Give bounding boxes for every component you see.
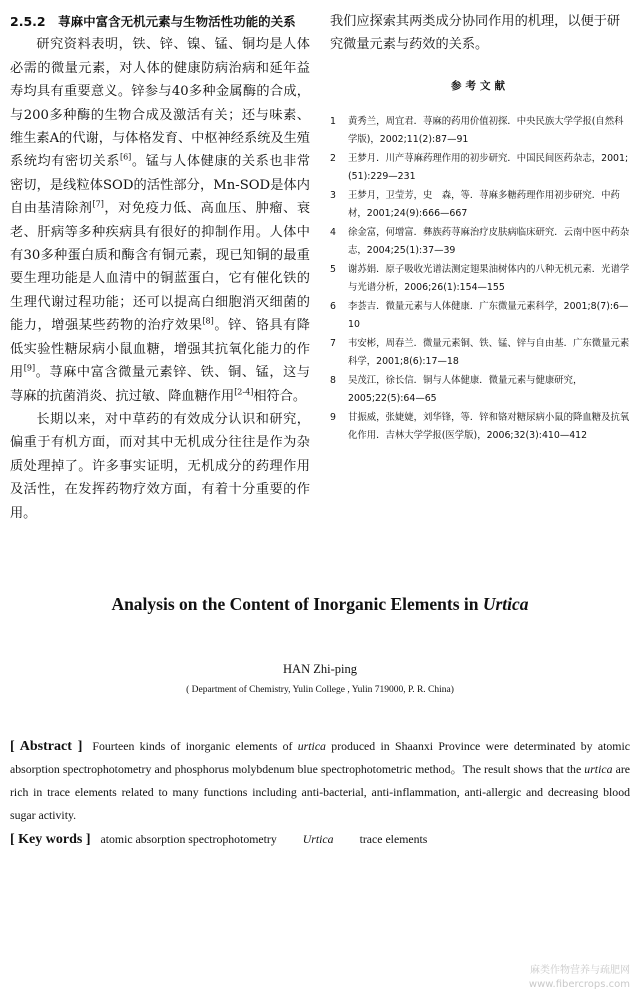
english-author: HAN Zhi-ping: [283, 662, 357, 676]
keyword: atomic absorption spectrophotometry: [100, 832, 277, 846]
reference-text: 韦安彬，周春兰．微量元素铜、铁、锰、锌与自由基．广东微量元素科学，2001;8(6):17—18: [348, 337, 630, 367]
body-paragraph: [10, 408, 310, 525]
reference-text: 吴茂江，徐长信．铜与人体健康．微量元素与健康研究，2005;22(5):64—65: [348, 374, 583, 404]
left-column: [10, 10, 310, 525]
reference-number: 6: [330, 300, 336, 312]
citation-marker: [6]: [119, 153, 132, 163]
left-body: [10, 33, 310, 525]
watermark-line-2: www.fibercrops.com: [528, 979, 630, 990]
reference-text: 谢苏娟．原子吸收光谱法测定翅果油树体内的八种无机元素．光谱学与光谱分析，2006;26(1):154—155: [348, 263, 630, 293]
keywords-label: [ Key words ]: [10, 832, 91, 847]
citation-marker: [8]: [202, 316, 214, 326]
reference-item: [330, 150, 630, 186]
watermark-line-1: 麻类作物营养与疏肥网: [530, 965, 630, 976]
body-text: 研究资料表明，铁、锌、镍、锰、铜均是人体必需的微量元素，对人体的健康防病治病和延年益寿均具有重要意义。锌参与40多种金属酶的合成，与200多种酶的生物合成及激活有关；还与味素、维生素A的代谢，与体格发育、中枢神经系统及生殖系统均有密切关系: [10, 37, 310, 170]
body-text: ，对免疫力低、高血压、肿瘤、衰老、肝病等多种疾病具有很好的抑制作用。人体中有30多种蛋白质和酶含有铜元素，现已知铜的最重要生理功能是人血清中的铜蓝蛋白，它有催化铁的生理代谢过程功能；还可以提高白细胞消灭细菌的能力，增强某些药物的治疗效果: [10, 201, 311, 334]
keyword: trace elements: [359, 832, 428, 846]
reference-item: [330, 298, 630, 334]
reference-item: [330, 372, 630, 408]
abstract-body: [10, 739, 630, 822]
reference-item: [330, 187, 630, 223]
references-list: [330, 113, 630, 445]
references-title: 参考文献: [451, 79, 509, 92]
body-text: 。锰与人体健康的关系也非常密切，是线粒体SOD的活性部分，Mn-SOD是体内自由基清除剂: [10, 154, 311, 217]
english-title-main: Analysis on the Content of Inorganic Elements in: [111, 594, 483, 614]
abstract-text: are rich in trace elements related to many functions including anti-bacterial, anti-inflammation, anti-allergic and decreasing blood sugar activity.: [10, 762, 630, 822]
english-title-italic: Urtica: [482, 594, 529, 614]
reference-item: [330, 224, 630, 260]
body-text: 。锌、铬具有降低实验性糖尿病小鼠血糖，增强其抗氧化能力的作用: [10, 318, 310, 381]
abstract-label: [ Abstract ]: [10, 739, 83, 754]
right-column: [330, 10, 630, 446]
english-affiliation: ( Department of Chemistry, Yulin College , Yulin 719000, P. R. China): [186, 685, 454, 695]
reference-text: 黄秀兰，周宜君．荨麻的药用价值初探．中央民族大学学报(自然科学版)，2002;11(2):87—91: [348, 115, 624, 145]
reference-number: 8: [330, 374, 336, 386]
section-heading: 2.5.2 荨麻中富含无机元素与生物活性功能的关系: [10, 14, 296, 29]
body-text: 长期以来，对中草药的有效成分认识和研究，偏重于有机方面，而对其中无机成分往往是作为杂质处理掉了。许多事实证明，无机成分的药理作用及活性，在发挥药物疗效方面，有着十分重要的作用。: [10, 411, 310, 521]
abstract-text: Fourteen kinds of inorganic elements of: [92, 739, 298, 753]
english-keywords: [10, 828, 630, 851]
keywords-body: [101, 832, 454, 846]
citation-marker: [2-4]: [234, 387, 254, 397]
reference-number: 1: [330, 115, 336, 127]
abstract-italic: urtica: [297, 739, 326, 753]
reference-number: 7: [330, 337, 336, 349]
reference-item: [330, 409, 630, 445]
reference-number: 5: [330, 263, 336, 275]
reference-number: 9: [330, 411, 336, 423]
abstract-text: produced in Shaanxi Province were determinated by atomic absorption spectrophotometry and phosphorus molybdenum blue spectrophotometric method。The result shows that the: [10, 739, 630, 776]
body-text: 。荨麻中富含微量元素锌、铁、铜、锰，这与荨麻的抗菌消炎、抗过敏、降血糖作用: [10, 365, 311, 404]
site-watermark: [510, 964, 630, 992]
reference-item: [330, 335, 630, 371]
reference-number: 4: [330, 226, 336, 238]
reference-text: 甘振威，张婕婕，刘华锋，等．锌和铬对糖尿病小鼠的降血糖及抗氧化作用．吉林大学学报(医学版)，2006;32(3):410—412: [348, 411, 630, 441]
reference-item: [330, 261, 630, 297]
reference-number: 3: [330, 189, 336, 201]
reference-text: 王梦月，卫莹芳，史 森，等．荨麻多糖药理作用初步研究．中药材，2001;24(9):666—667: [348, 189, 620, 219]
body-text: 相符合。: [253, 388, 307, 404]
reference-number: 2: [330, 152, 336, 164]
english-title: [0, 594, 640, 615]
reference-item: [330, 113, 630, 149]
reference-text: 李荟吉．微量元素与人体健康．广东微量元素科学，2001;8(7):6—10: [348, 300, 629, 330]
abstract-italic: urtica: [584, 762, 613, 776]
reference-text: 徐金富，何增富．彝族药荨麻治疗皮肤病临床研究．云南中医中药杂志，2004;25(1):37—39: [348, 226, 630, 256]
body-paragraph: [10, 33, 310, 408]
citation-marker: [9]: [23, 363, 36, 373]
reference-text: 王梦月．川产荨麻药理作用的初步研究．中国民间医药杂志，2001;(51):229—231: [348, 152, 629, 182]
english-abstract: [10, 735, 630, 827]
right-intro-text: 我们应探索其两类成分协同作用的机理，以便于研究微量元素与药效的关系。: [330, 14, 621, 53]
citation-marker: [7]: [92, 199, 104, 209]
keyword: Urtica: [302, 832, 334, 846]
